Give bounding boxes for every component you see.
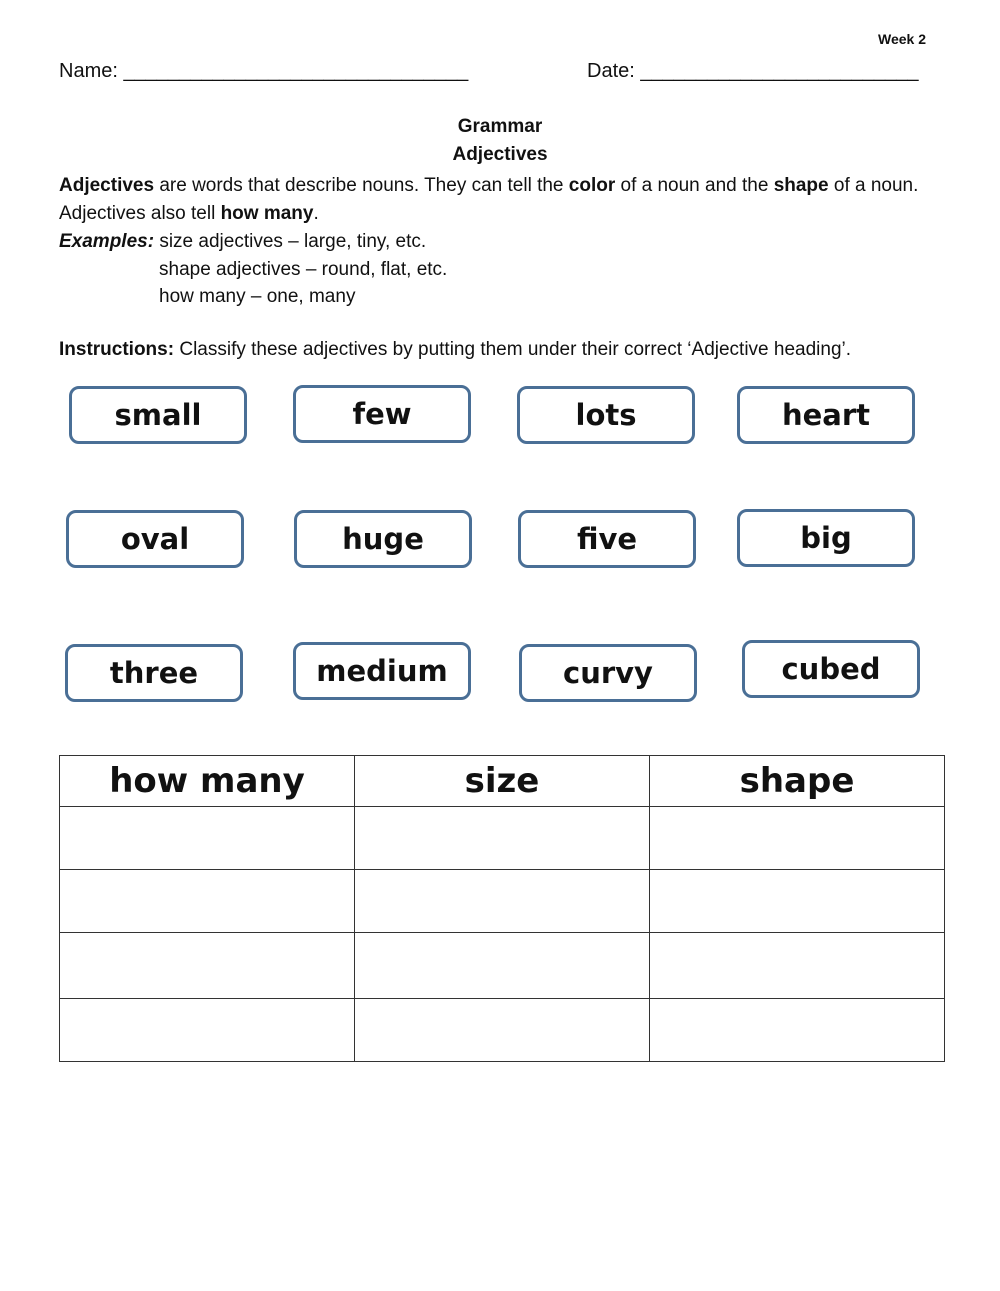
- word-card-few[interactable]: few: [293, 385, 471, 443]
- header-how-many: how many: [60, 756, 355, 807]
- examples-shape: shape adjectives – round, flat, etc.: [159, 258, 448, 280]
- drop-cell-shape[interactable]: [650, 807, 945, 870]
- table-row: [60, 999, 945, 1062]
- drop-cell-shape[interactable]: [650, 870, 945, 933]
- topic-title: Adjectives: [452, 144, 548, 165]
- intro-term-how-many: how many: [220, 203, 314, 224]
- word-card-lots[interactable]: lots: [517, 386, 695, 444]
- word-card-three[interactable]: three: [65, 644, 243, 702]
- word-card-small[interactable]: small: [69, 386, 247, 444]
- word-card-cubed[interactable]: cubed: [742, 640, 920, 698]
- drop-cell-shape[interactable]: [650, 933, 945, 999]
- name-field[interactable]: Name: _______________________________: [59, 60, 469, 82]
- intro-term-shape: shape: [773, 175, 829, 196]
- drop-cell-size[interactable]: [355, 999, 650, 1062]
- header-size: size: [355, 756, 650, 807]
- drop-cell-size[interactable]: [355, 870, 650, 933]
- examples-how-many: how many – one, many: [159, 286, 356, 307]
- week-label: Week 2: [878, 31, 926, 47]
- drop-cell-how-many[interactable]: [60, 807, 355, 870]
- intro-term-color: color: [568, 175, 616, 196]
- examples-line-1: [59, 228, 447, 256]
- word-card-huge[interactable]: huge: [294, 510, 472, 568]
- word-card-big[interactable]: big: [737, 509, 915, 567]
- table-header-row: [60, 756, 945, 807]
- instructions: [59, 339, 851, 361]
- intro-text-2: of a noun and the: [615, 175, 774, 196]
- table-row: [60, 933, 945, 999]
- drop-cell-how-many[interactable]: [60, 933, 355, 999]
- word-card-heart[interactable]: heart: [737, 386, 915, 444]
- header-shape: shape: [650, 756, 945, 807]
- drop-cell-size[interactable]: [355, 807, 650, 870]
- instructions-text: Classify these adjectives by putting them under their correct ‘Adjective heading’.: [174, 339, 852, 360]
- word-card-curvy[interactable]: curvy: [519, 644, 697, 702]
- word-card-medium[interactable]: medium: [293, 642, 471, 700]
- subject-title: Grammar: [457, 116, 543, 137]
- classification-table: [59, 755, 945, 1062]
- intro-term-adjectives: Adjectives: [59, 175, 155, 196]
- drop-cell-shape[interactable]: [650, 999, 945, 1062]
- drop-cell-how-many[interactable]: [60, 999, 355, 1062]
- drop-cell-size[interactable]: [355, 933, 650, 999]
- examples-block: [59, 228, 447, 311]
- intro-text-3: of a noun. Adjectives also tell: [59, 175, 919, 224]
- examples-size: size adjectives – large, tiny, etc.: [154, 231, 427, 252]
- intro-paragraph: [59, 172, 949, 228]
- instructions-label: Instructions:: [59, 339, 175, 360]
- examples-label: Examples:: [59, 231, 155, 252]
- table-row: [60, 807, 945, 870]
- word-card-five[interactable]: five: [518, 510, 696, 568]
- intro-text-1: are words that describe nouns. They can tell the: [154, 175, 569, 196]
- drop-cell-how-many[interactable]: [60, 870, 355, 933]
- word-card-oval[interactable]: oval: [66, 510, 244, 568]
- date-field[interactable]: Date: _________________________: [587, 60, 919, 82]
- table-row: [60, 870, 945, 933]
- intro-text-4: .: [313, 203, 319, 224]
